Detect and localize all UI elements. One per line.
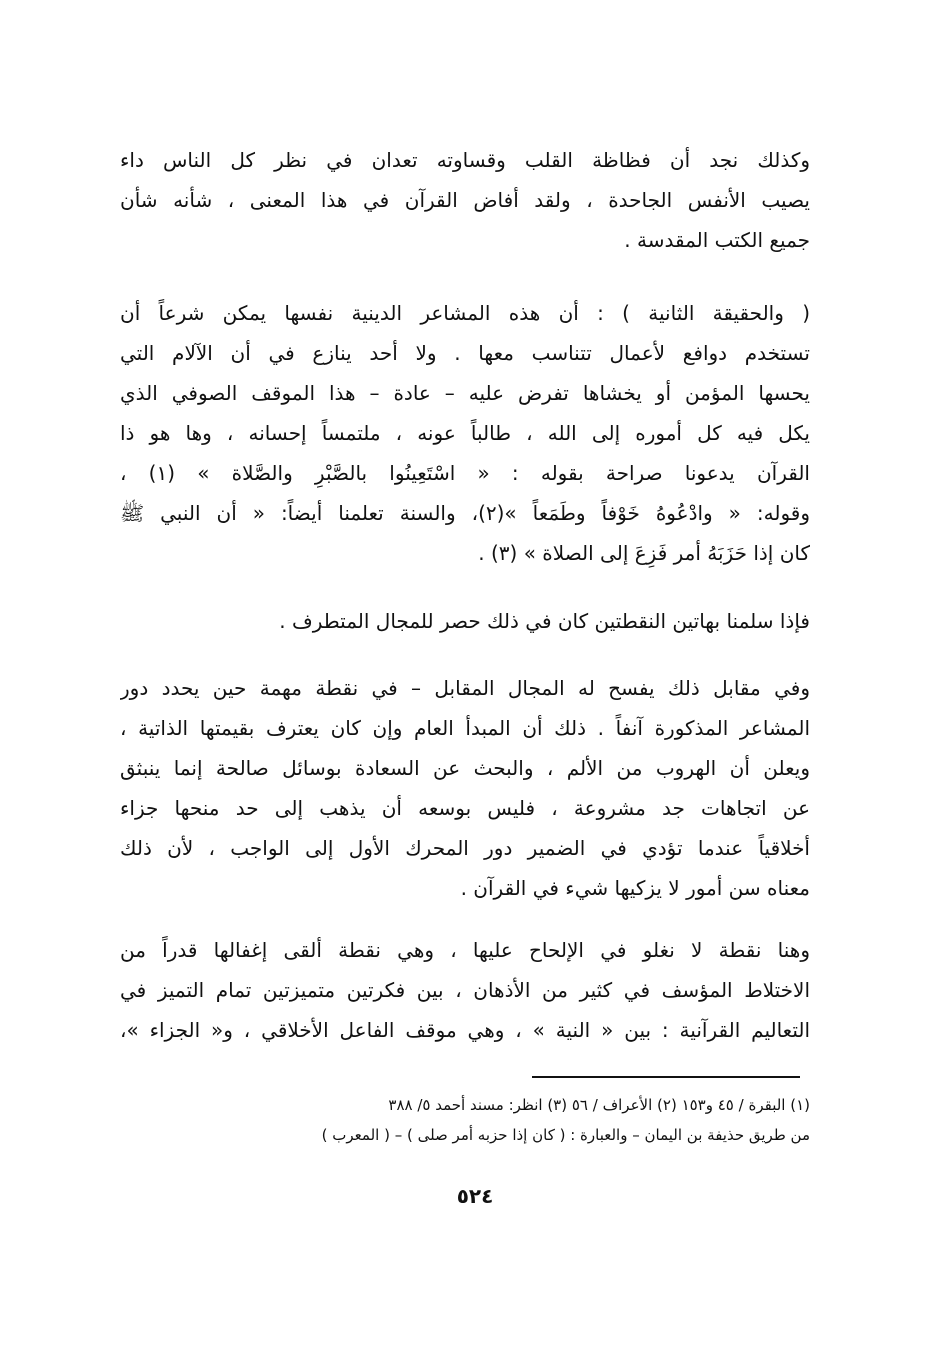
text-line: معناه سن أمور لا يزكيها شيء في القرآن . — [460, 876, 810, 900]
text-line: ( والحقيقة الثانية ) : أن هذه المشاعر الدينية نفسها يمكن شرعاً أن — [120, 301, 810, 325]
text-line: تستخدم دوافع لأعمال تتناسب معها . ولا أحد ينازع في أن الآلام التي — [120, 341, 810, 365]
text-line: يصيب الأنفس الجاحدة ، ولقد أفاض القرآن في هذا المعنى ، شأنه شأن — [120, 188, 810, 212]
footnote-line: (١) البقرة / ٤٥ و١٥٣ (٢) الأعراف / ٥٦ (٣) انظر: مسند أحمد ٥/ ٣٨٨ — [388, 1096, 810, 1114]
text-line: يحسها المؤمن أو يخشاها تفرض عليه – عادة – هذا الموقف الصوفي الذي — [120, 381, 810, 405]
text-line: التعاليم القرآنية : بين « النية » ، وهي موقف الفاعل الأخلاقي ، و« الجزاء »، — [120, 1018, 810, 1042]
text-line: الاختلاط المؤسف في كثير من الأذهان ، بين فكرتين متميزتين تمام التميز في — [120, 978, 810, 1002]
page-number: ٥٢٤ — [456, 1184, 494, 1208]
footnotes — [120, 1090, 810, 1150]
text-line: كان إذا حَزَبَهُ أمر فَزِعَ إلى الصلاة » (٣) . — [478, 541, 810, 565]
paragraph-4 — [120, 668, 810, 908]
text-line: جميع الكتب المقدسة . — [624, 228, 810, 252]
footnote-divider — [532, 1076, 800, 1078]
text-line: وكذلك نجد أن فظاظة القلب وقساوته تعدان في نظر كل الناس داء — [120, 148, 810, 172]
text-line: وهنا نقطة لا نغلو في الإلحاح عليها ، وهي نقطة ألقى إغفالها قدراً من — [120, 938, 810, 962]
text-line: يكل فيه كل أموره إلى الله ، طالباً عونه ، ملتمساً إحسانه ، وها هو ذا — [120, 421, 810, 445]
text-line: القرآن يدعونا صراحة بقوله : « اسْتَعِينُوا بالصَّبْرِ والصَّلاة » (١) ، — [120, 461, 810, 485]
paragraph-5 — [120, 930, 810, 1050]
text-line: أخلاقياً عندما تؤدي في الضمير دور المحرك الأول إلى الواجب ، لأن ذلك — [120, 836, 810, 860]
text-line: وقوله: « وادْعُوهُ خَوْفاً وطَمَعاً »(٢)، والسنة تعلمنا أيضاً: « أن النبي ﷺ — [120, 501, 810, 525]
paragraph-2 — [120, 293, 810, 573]
paragraph-1 — [120, 140, 810, 260]
footnote-line: من طريق حذيفة بن اليمان – والعبارة : ( كان إذا حزبه أمر صلى ) – ( المعرب ) — [321, 1126, 810, 1144]
text-line: فإذا سلمنا بهاتين النقطتين كان في ذلك حصر للمجال المتطرف . — [279, 609, 810, 633]
text-line: المشاعر المذكورة آنفاً . ذلك أن المبدأ العام وإن كان يعترف بقيمتها الذاتية ، — [120, 716, 810, 740]
text-line: وفي مقابل ذلك يفسح له المجال المقابل – في نقطة مهمة حين يحدد دور — [120, 676, 810, 700]
paragraph-3 — [120, 601, 810, 641]
text-line: عن اتجاهات جد مشروعة ، فليس بوسعه أن يذهب إلى حد منحها جزاء — [120, 796, 810, 820]
text-line: ويعلن أن الهروب من الألم ، والبحث عن السعادة بوسائل صالحة إنما ينبثق — [120, 756, 810, 780]
